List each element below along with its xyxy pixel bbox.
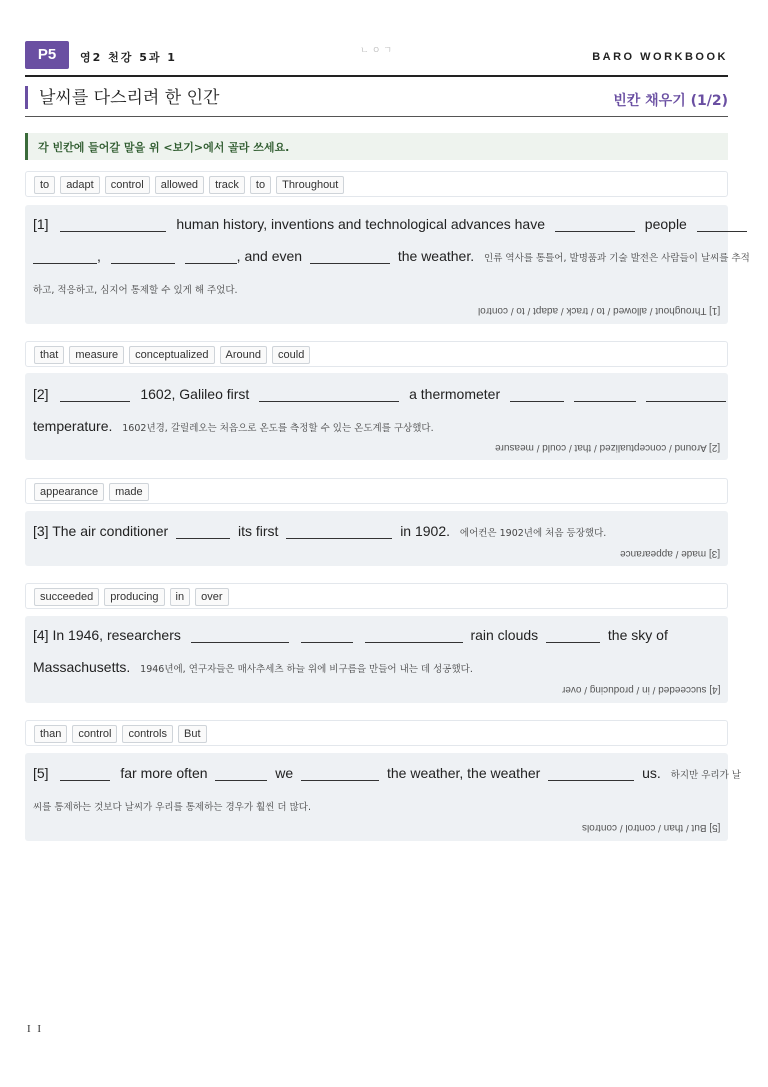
- answer-blank[interactable]: [697, 218, 747, 232]
- question-number: [5]: [33, 765, 49, 781]
- answer-blank[interactable]: [365, 629, 463, 643]
- word-bank-2: [25, 341, 728, 367]
- lesson-label: 영2 천강 5과 1: [80, 51, 177, 64]
- word-chip: succeeded: [34, 588, 99, 606]
- question-5-line-1: [33, 765, 741, 781]
- question-text: its first: [237, 523, 279, 539]
- answer-blank[interactable]: [60, 388, 130, 402]
- question-text: a thermometer: [409, 386, 501, 402]
- question-text: Massachusetts.: [33, 659, 131, 675]
- word-chip: producing: [104, 588, 164, 606]
- answer-blank[interactable]: [191, 629, 289, 643]
- word-chip: that: [34, 346, 64, 364]
- instruction-text: 각 빈칸에 들어갈 말을 위 <보기>에서 골라 쓰세요.: [38, 141, 290, 154]
- word-chip: to: [250, 176, 271, 194]
- korean-translation: 에어컨은 1902년에 처음 등장했다.: [459, 528, 607, 539]
- korean-translation: 하지만 우리가 날: [670, 770, 741, 781]
- word-bank-1: [25, 171, 728, 197]
- question-text: ,: [97, 248, 101, 264]
- question-text: far more often: [120, 765, 208, 781]
- answer-blank[interactable]: [176, 525, 230, 539]
- question-text: the weather, the weather: [386, 765, 541, 781]
- page-badge: P5: [25, 41, 69, 69]
- answer-key-4: [4] succeeded / in / producing / over: [561, 684, 720, 695]
- word-chip: allowed: [155, 176, 204, 194]
- question-text: us.: [642, 765, 661, 781]
- brand-label: BARO WORKBOOK: [592, 51, 728, 63]
- question-text: human history, inventions and technological advances have: [176, 216, 546, 232]
- question-2-line-1: [33, 386, 726, 402]
- word-chip: over: [195, 588, 228, 606]
- title-accent-bar: [25, 86, 28, 109]
- title-row: [25, 86, 728, 117]
- word-bank-5: [25, 720, 728, 746]
- question-4-line-1: [33, 627, 668, 643]
- page-number: I I: [27, 1023, 44, 1035]
- question-number: [3]: [33, 523, 49, 539]
- page-subtitle: 빈칸 채우기 (1/2): [613, 93, 728, 109]
- question-box-1: [25, 205, 750, 324]
- question-number: [2]: [33, 386, 49, 402]
- question-text: in 1902.: [400, 523, 451, 539]
- answer-blank[interactable]: [646, 388, 726, 402]
- word-chip: than: [34, 725, 67, 743]
- word-chip: control: [72, 725, 117, 743]
- answer-blank[interactable]: [310, 250, 390, 264]
- answer-blank[interactable]: [259, 388, 399, 402]
- page-title: 날씨를 다스리려 한 인간: [39, 88, 220, 108]
- instruction-box: [25, 133, 728, 160]
- question-text: the sky of: [607, 627, 668, 643]
- question-4-line-2: [33, 659, 473, 675]
- question-text: rain clouds: [470, 627, 539, 643]
- word-chip: made: [109, 483, 149, 501]
- word-chip: But: [178, 725, 207, 743]
- question-text: we: [275, 765, 294, 781]
- answer-key-2: [2] Around / conceptualized / that / could / measure: [494, 442, 720, 453]
- question-text: temperature.: [33, 418, 113, 434]
- question-number: [1]: [33, 216, 49, 232]
- answer-blank[interactable]: [215, 767, 267, 781]
- question-text: 1602, Galileo first: [140, 386, 250, 402]
- word-chip: adapt: [60, 176, 100, 194]
- question-3-line-1: [33, 523, 606, 539]
- question-text: , and even: [236, 248, 303, 264]
- question-number: [4]: [33, 627, 49, 643]
- answer-blank[interactable]: [546, 629, 600, 643]
- answer-key-5: [5] But / than / control / controls: [581, 822, 720, 833]
- answer-blank[interactable]: [60, 218, 166, 232]
- question-box-2: [25, 373, 728, 460]
- word-chip: could: [272, 346, 310, 364]
- answer-blank[interactable]: [510, 388, 564, 402]
- question-box-5: [25, 753, 741, 841]
- word-chip: measure: [69, 346, 124, 364]
- word-chip: controls: [122, 725, 173, 743]
- answer-blank[interactable]: [286, 525, 392, 539]
- answer-blank[interactable]: [301, 629, 353, 643]
- question-1-line-2: [33, 248, 750, 264]
- word-chip: track: [209, 176, 245, 194]
- answer-blank[interactable]: [111, 250, 175, 264]
- answer-blank[interactable]: [301, 767, 379, 781]
- word-bank-4: [25, 583, 728, 609]
- word-chip: Throughout: [276, 176, 344, 194]
- question-text: the weather.: [397, 248, 475, 264]
- korean-translation: 하고, 적응하고, 심지어 통제할 수 있게 해 주었다.: [33, 285, 238, 296]
- word-chip: Around: [220, 346, 267, 364]
- korean-translation: 인류 역사를 통틀어, 발명품과 기술 발전은 사람들이 날씨를 추적: [484, 253, 750, 264]
- answer-key-1: [1] Throughout / allowed / to / track / adapt / to / control: [477, 305, 720, 316]
- page-header: [25, 41, 728, 77]
- word-chip: appearance: [34, 483, 104, 501]
- question-text: In 1946, researchers: [52, 627, 181, 643]
- question-text: The air conditioner: [52, 523, 169, 539]
- answer-key-3: [3] made / appearance: [619, 548, 720, 559]
- word-bank-3: [25, 478, 728, 504]
- answer-blank[interactable]: [60, 767, 110, 781]
- question-box-4: [25, 616, 728, 703]
- answer-blank[interactable]: [33, 250, 97, 264]
- word-chip: conceptualized: [129, 346, 214, 364]
- answer-blank[interactable]: [555, 218, 635, 232]
- answer-blank[interactable]: [574, 388, 636, 402]
- word-chip: in: [170, 588, 191, 606]
- answer-blank[interactable]: [548, 767, 634, 781]
- word-chip: to: [34, 176, 55, 194]
- word-chip: control: [105, 176, 150, 194]
- korean-translation: 씨를 통제하는 것보다 날씨가 우리를 통제하는 경우가 훨씬 더 많다.: [33, 802, 311, 813]
- question-2-line-2: [33, 418, 434, 434]
- question-text: people: [644, 216, 687, 232]
- question-1-line-1: [33, 216, 747, 232]
- question-box-3: [25, 511, 728, 566]
- answer-blank[interactable]: [185, 250, 237, 264]
- korean-translation: 1602년경, 갈릴레오는 처음으로 온도를 측정할 수 있는 온도계를 구상했다.: [122, 423, 434, 434]
- korean-translation: 1946년에, 연구자들은 매사추세츠 하늘 위에 비구름을 만들어 내는 데 성공했다.: [140, 664, 473, 675]
- faint-mark: ㄴㅇㄱ: [360, 46, 396, 56]
